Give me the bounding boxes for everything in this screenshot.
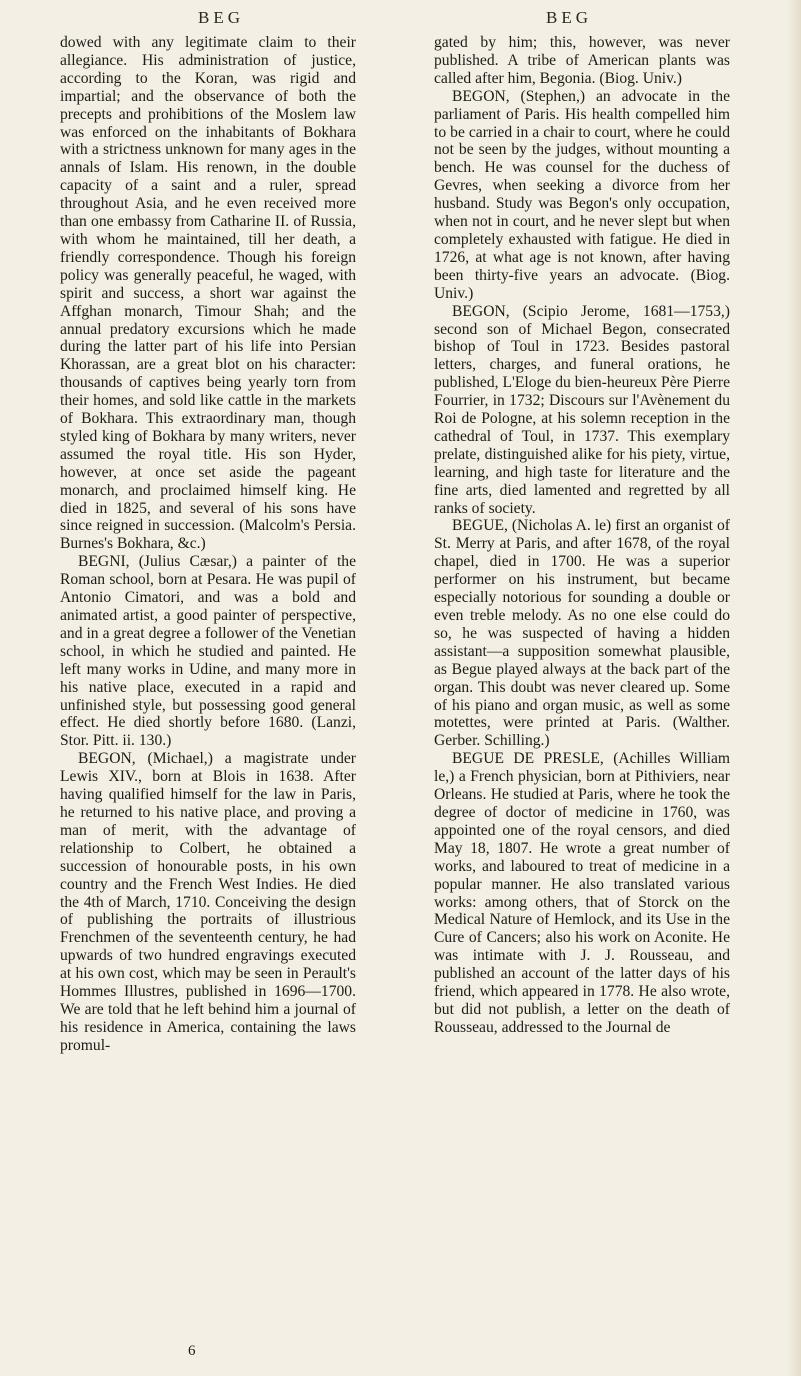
entry-begue-de-presle: BEGUE DE PRESLE, (Achilles William le,) a French physician, born at Pithiviers, near Orleans. He studied at Paris, where he took the degree of doctor of medicine in 1760, was appointed one of the royal censors, and died May 18, 1807. He wrote a great number of works, and laboured to treat of medicine in a popular manner. He also translated various works: among others, that of Storck on the Medical Nature of Hemlock, and its Use in the Cure of Cancers; also his work on Aconite. He was intimate with J. J. Rousseau, and published an account of the latter days of his friend, which appeared in 1778. He also wrote, but did not publish, a letter on the death of Rousseau, addressed to the Journal de	[434, 750, 730, 1036]
right-text-column	[434, 34, 730, 1037]
continued-paragraph: gated by him; this, however, was never published. A tribe of American plants was called after him, Begonia. (Biog. Univ.)	[434, 34, 730, 87]
entry-begon-michael: BEGON, (Michael,) a magistrate under Lewis XIV., born at Blois in 1638. After having qualified himself for the law in Paris, he returned to his native place, and proving a man of merit, with the advantage of relationship to Colbert, he obtained a succession of honourable posts, in his own country and the French West Indies. He died the 4th of March, 1710. Conceiving the design of publishing the portraits of illustrious Frenchmen of the seventeenth century, he had upwards of two hundred engravings executed at his own cost, which may be seen in Perault's Hommes Illustres, published in 1696—1700. We are told that he left behind him a journal of his residence in America, containing the laws promul-	[60, 750, 356, 1054]
page-edge-shadow	[787, 0, 801, 1376]
page-number: 6	[188, 1343, 196, 1359]
entry-begon-stephen: BEGON, (Stephen,) an advocate in the parliament of Paris. His health compelled him to be carried in a chair to court, where he could not be seen by the judges, without mounting a bench. He was counsel for the duchess of Gevres, when seeking a divorce from her husband. Study was Begon's only occupation, when not in court, and he never slept but when completely exhausted with fatigue. He died in 1726, at what age is not known, after having been thirty-five years an advocate. (Biog. Univ.)	[434, 87, 730, 302]
entry-begue-nicholas: BEGUE, (Nicholas A. le) first an organist of St. Merry at Paris, and after 1678, of the royal chapel, died in 1700. He was a superior performer on his instrument, but became especially notorious for sounding a double or even treble melody. As no one else could do so, he was suspected of having a hidden assistant—a supposition somewhat plausible, as Begue played always at the back part of the organ. This doubt was never cleared up. Some of his piano and organ music, as well as some motettes, were printed at Paris. (Walther. Gerber. Schilling.)	[434, 517, 730, 750]
continued-paragraph: dowed with any legitimate claim to their allegiance. His administration of justice, according to the Koran, was rigid and impartial; and the observance of both the precepts and prohibitions of the Moslem law was enforced on the inhabitants of Bokhara with a strictness unknown for many ages in the annals of Islam. His renown, in the double capacity of a saint and a ruler, spread throughout Asia, and he even received more than one embassy from Catharine II. of Russia, with whom he maintained, till her death, a friendly correspondence. Though his foreign policy was generally peaceful, he waged, with spirit and success, a short war against the Affghan monarch, Timour Shah; and the annual predatory excursions which he made during the latter part of his life into Persian Khorassan, are a great blot on his character: thousands of captives being yearly torn from their homes, and sold like cattle in the markets of Bokhara. This extraordinary man, though styled king of Bokhara by many writers, never assumed the royal title. His son Hyder, however, at once set aside the pageant monarch, and proclaimed himself king. He died in 1825, and several of his sons have since reigned in succession. (Malcolm's Persia. Burnes's Bokhara, &c.)	[60, 34, 356, 553]
running-header	[0, 8, 801, 36]
running-head-left: BEG	[198, 8, 244, 27]
left-text-column	[60, 34, 356, 1055]
entry-begni: BEGNI, (Julius Cæsar,) a painter of the Roman school, born at Pesara. He was pupil of Antonio Cimatori, and was a bold and animated artist, a good painter of perspective, and in a great degree a follower of the Venetian school, in which he studied and painted. He left many works in Udine, and many more in his native place, executed in a rapid and unfinished style, but possessing good general effect. He died shortly before 1680. (Lanzi, Stor. Pitt. ii. 130.)	[60, 553, 356, 750]
entry-begon-scipio: BEGON, (Scipio Jerome, 1681—1753,) second son of Michael Begon, consecrated bishop of Toul in 1723. Besides pastoral letters, charges, and funeral orations, he published, L'Eloge du bien-heureux Père Pierre Fourrier, in 1732; Discours sur l'Avènement du Roi de Pologne, at his solemn reception in the cathedral of Toul, in 1737. This exemplary prelate, distinguished alike for his piety, virtue, learning, and high taste for literature and the fine arts, died lamented and regretted by all ranks of society.	[434, 302, 730, 517]
running-head-right: BEG	[546, 8, 592, 27]
